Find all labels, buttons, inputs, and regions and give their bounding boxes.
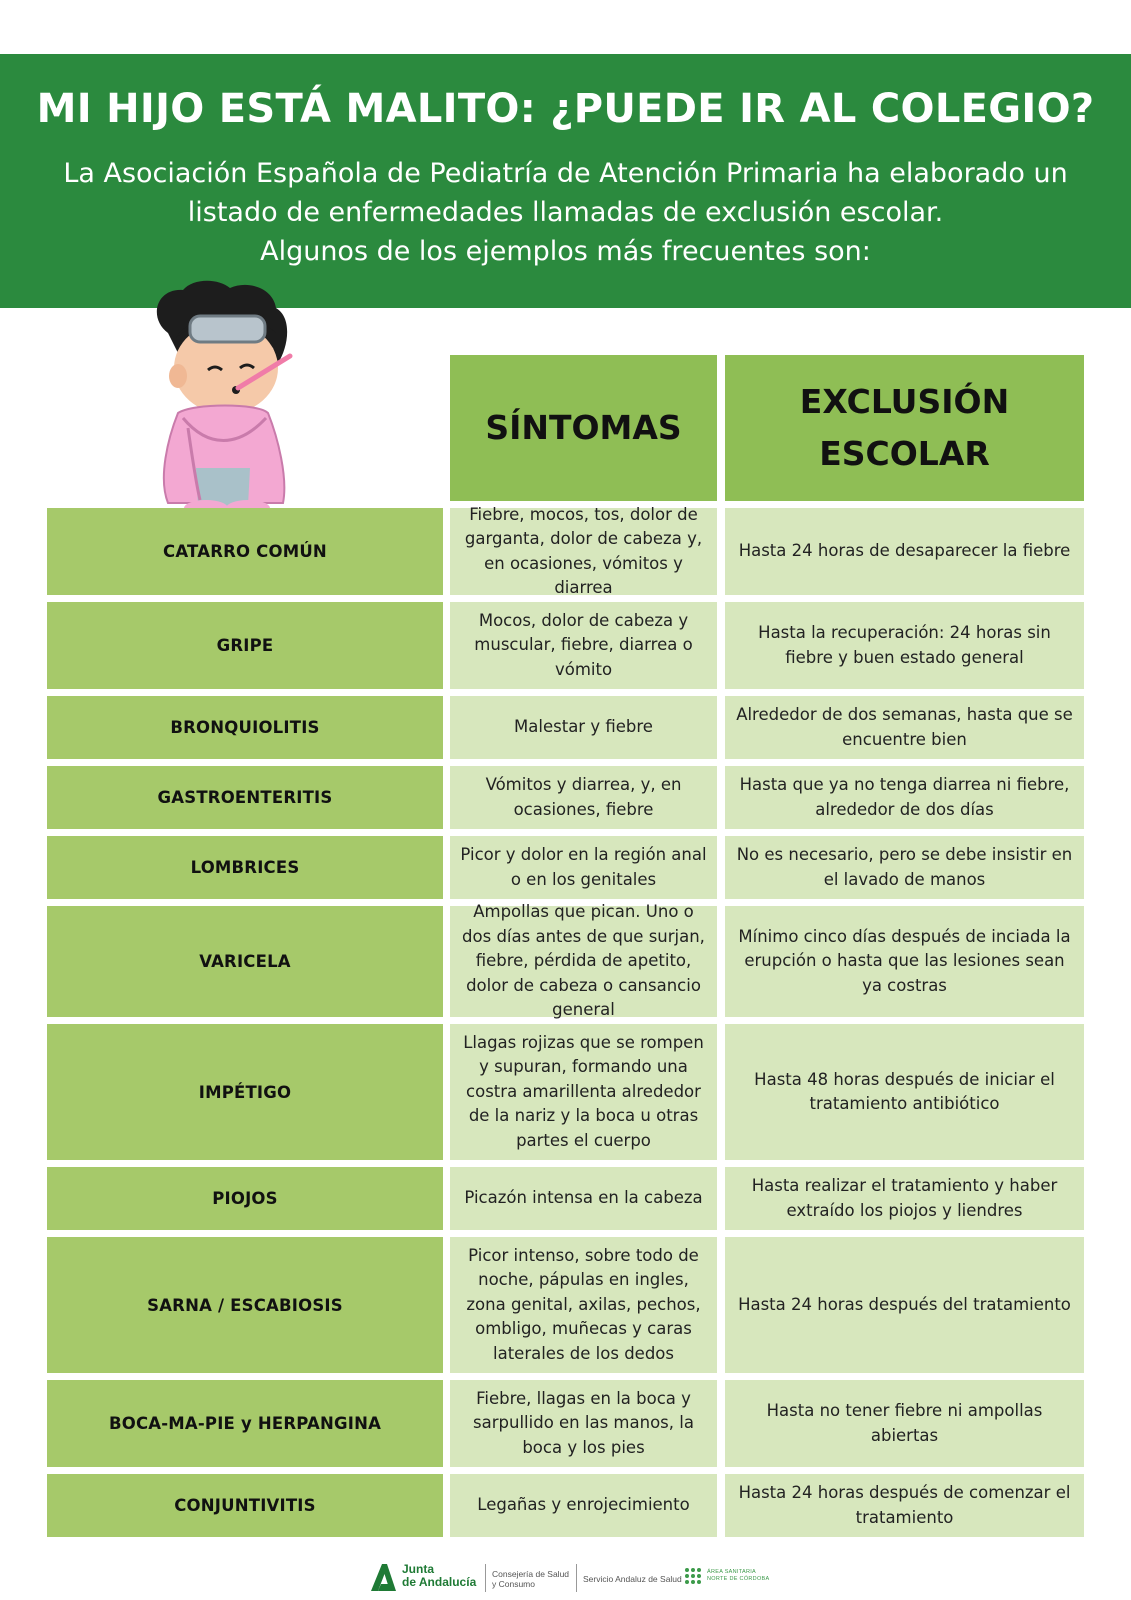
illness-name: GRIPE <box>47 602 443 689</box>
area-line-2: NORTE DE CÓRDOBA <box>707 1576 770 1582</box>
footer-divider <box>485 1564 486 1592</box>
intro-line-1: La Asociación Española de Pediatría de Atención Primaria ha elaborado un <box>63 158 1068 189</box>
table-row <box>47 1024 1084 1160</box>
exclusion-cell: Hasta 24 horas después de comenzar el tratamiento <box>725 1474 1084 1537</box>
area-sanitaria-logo-icon <box>684 1566 704 1588</box>
exclusion-cell: Hasta no tener fiebre ni ampollas abiertas <box>725 1380 1084 1467</box>
intro-line-3: Algunos de los ejemplos más frecuentes son: <box>260 236 871 267</box>
column-header-symptoms-label: SÍNTOMAS <box>485 408 682 447</box>
table-row <box>47 1380 1084 1467</box>
symptoms-cell: Ampollas que pican. Uno o dos días antes de que surjan, fiebre, pérdida de apetito, dolor de cabeza o cansancio general <box>450 906 717 1017</box>
junta-line-2: de Andalucía <box>402 1575 477 1589</box>
illness-name: VARICELA <box>47 906 443 1017</box>
intro-line-2: listado de enfermedades llamadas de exclusión escolar. <box>187 197 944 228</box>
illness-name: BRONQUIOLITIS <box>47 696 443 759</box>
symptoms-cell: Vómitos y diarrea, y, en ocasiones, fiebre <box>450 766 717 829</box>
exclusion-cell: No es necesario, pero se debe insistir en el lavado de manos <box>725 836 1084 899</box>
exclusion-cell: Hasta que ya no tenga diarrea ni fiebre, alrededor de dos días <box>725 766 1084 829</box>
consejeria-text <box>492 1569 569 1589</box>
symptoms-cell: Picor intenso, sobre todo de noche, pápulas en ingles, zona genital, axilas, pechos, ombligo, muñecas y caras laterales de los dedos <box>450 1237 717 1373</box>
illness-name: LOMBRICES <box>47 836 443 899</box>
footer-divider <box>576 1564 577 1592</box>
exclusion-cell: Hasta realizar el tratamiento y haber extraído los piojos y liendres <box>725 1167 1084 1230</box>
symptoms-cell: Legañas y enrojecimiento <box>450 1474 717 1537</box>
footer-logos <box>0 1562 1131 1596</box>
symptoms-cell: Mocos, dolor de cabeza y muscular, fiebre, diarrea o vómito <box>450 602 717 689</box>
table-row <box>47 1237 1084 1373</box>
table-row <box>47 766 1084 829</box>
column-header-exclusion <box>725 355 1084 501</box>
column-header-exclusion-label: EXCLUSIÓN ESCOLAR <box>799 382 1010 473</box>
exclusion-cell: Hasta 24 horas después del tratamiento <box>725 1237 1084 1373</box>
table-row <box>47 836 1084 899</box>
exclusion-cell: Mínimo cinco días después de inciada la erupción o hasta que las lesiones sean ya costras <box>725 906 1084 1017</box>
consejeria-line-2: y Consumo <box>492 1579 535 1589</box>
table-row <box>47 504 1084 597</box>
illness-name: IMPÉTIGO <box>47 1024 443 1160</box>
exclusion-cell: Hasta la recuperación: 24 horas sin fiebre y buen estado general <box>725 602 1084 689</box>
junta-andalucia-logo-icon <box>368 1562 398 1592</box>
header-banner <box>0 54 1131 308</box>
symptoms-cell: Picazón intensa en la cabeza <box>450 1167 717 1230</box>
exclusion-cell: Hasta 48 horas después de iniciar el tratamiento antibiótico <box>725 1024 1084 1160</box>
servicio-andaluz-text: Servicio Andaluz de Salud <box>583 1574 682 1584</box>
column-header-symptoms <box>450 355 717 501</box>
symptoms-cell: Llagas rojizas que se rompen y supuran, formando una costra amarillenta alrededor de la nariz y la boca u otras partes el cuerpo <box>450 1024 717 1160</box>
illness-name: BOCA-MA-PIE y HERPANGINA <box>47 1380 443 1467</box>
symptoms-cell: Malestar y fiebre <box>450 696 717 759</box>
illness-name: PIOJOS <box>47 1167 443 1230</box>
area-line-1: ÁREA SANITARIA <box>707 1569 757 1575</box>
junta-andalucia-text <box>402 1563 476 1589</box>
area-sanitaria-text <box>707 1569 769 1583</box>
illness-name: SARNA / ESCABIOSIS <box>47 1237 443 1373</box>
junta-line-1: Junta <box>402 1562 435 1576</box>
table-row <box>47 602 1084 689</box>
exclusion-cell: Alrededor de dos semanas, hasta que se encuentre bien <box>725 696 1084 759</box>
table-row <box>47 696 1084 759</box>
symptoms-cell: Fiebre, mocos, tos, dolor de garganta, dolor de cabeza y, en ocasiones, vómitos y diarrea <box>450 508 717 595</box>
illness-name: CONJUNTIVITIS <box>47 1474 443 1537</box>
symptoms-cell: Picor y dolor en la región anal o en los genitales <box>450 836 717 899</box>
table-row <box>47 902 1084 1020</box>
illness-name: CATARRO COMÚN <box>47 508 443 595</box>
symptoms-cell: Fiebre, llagas en la boca y sarpullido en las manos, la boca y los pies <box>450 1380 717 1467</box>
sick-child-illustration <box>138 278 308 518</box>
exclusion-cell: Hasta 24 horas de desaparecer la fiebre <box>725 508 1084 595</box>
table-row <box>47 1474 1084 1537</box>
table-row <box>47 1167 1084 1230</box>
page-title: MI HIJO ESTÁ MALITO: ¿PUEDE IR AL COLEGIO? <box>36 86 1095 132</box>
illness-name: GASTROENTERITIS <box>47 766 443 829</box>
intro-text <box>0 154 1131 271</box>
consejeria-line-1: Consejería de Salud <box>492 1569 570 1579</box>
